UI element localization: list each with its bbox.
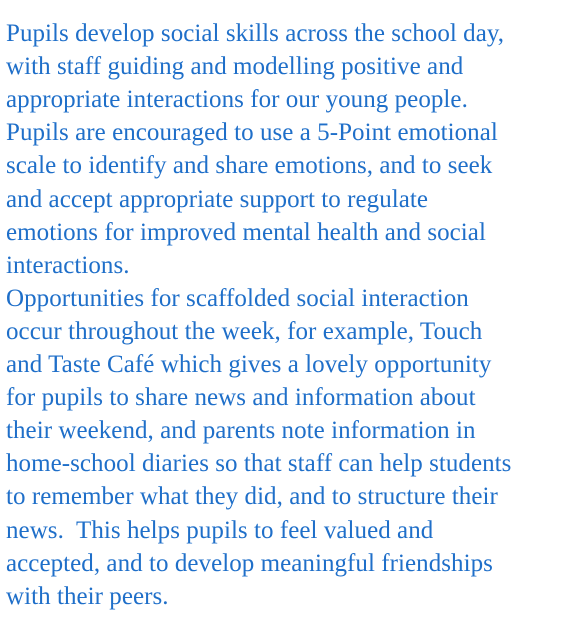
paragraph-social-skills — [6, 17, 586, 116]
text-line: and accept appropriate support to regulate — [6, 185, 429, 213]
paragraph-social-interaction — [6, 282, 586, 613]
document-body — [6, 0, 586, 613]
text-line: emotions for improved mental health and social — [6, 218, 486, 246]
text-line: Pupils develop social skills across the school day, — [6, 20, 505, 48]
text-line: scale to identify and share emotions, and to seek — [6, 152, 493, 180]
text-line: their weekend, and parents note information in — [6, 417, 476, 445]
text-line: Pupils are encouraged to use a 5-Point emotional — [6, 119, 498, 147]
text-line: news. This helps pupils to feel valued and — [6, 516, 434, 544]
text-line: interactions. — [6, 251, 130, 279]
text-line: accepted, and to develop meaningful friendships — [6, 549, 493, 577]
text-line: home-school diaries so that staff can help students — [6, 450, 512, 478]
text-line: and Taste Café which gives a lovely opportunity — [6, 351, 492, 379]
clipped-top-line — [6, 0, 586, 17]
text-line: for pupils to share news and information about — [6, 384, 476, 412]
text-line: with staff guiding and modelling positive and — [6, 53, 464, 81]
text-line: Opportunities for scaffolded social interaction — [6, 284, 469, 312]
text-line: to remember what they did, and to structure their — [6, 483, 498, 511]
paragraph-emotional-scale — [6, 116, 586, 281]
text-line: occur throughout the week, for example, Touch — [6, 317, 483, 345]
text-line: appropriate interactions for our young people. — [6, 86, 468, 114]
text-line: with their peers. — [6, 582, 169, 610]
